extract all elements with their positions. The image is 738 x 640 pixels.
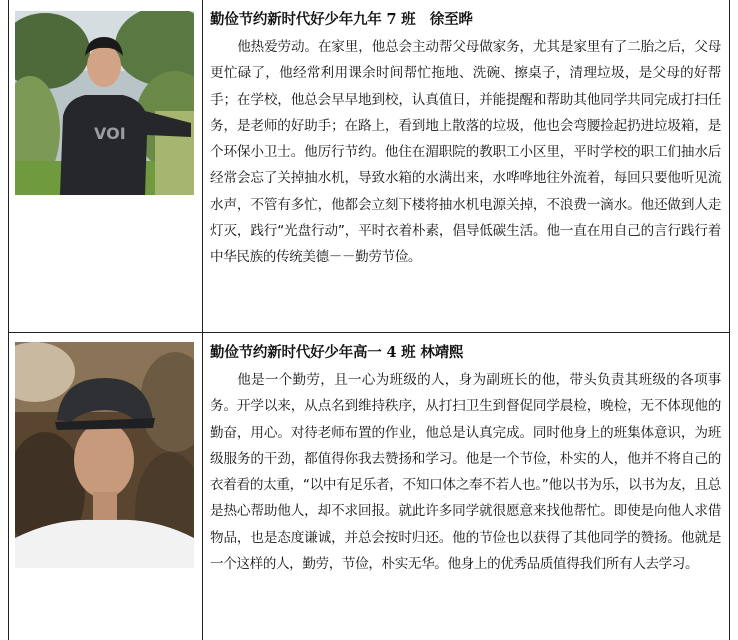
student-description: 他热爱劳动。在家里，他总会主动帮父母做家务，尤其是家里有了二胎之后，父母更忙碌了，他经常利用课余时间帮忙拖地、洗碗、擦桌子，清理垃圾，是父母的好帮手；在学校，他总会早早地到校，认真值日，并能提醒和帮助其他同学共同完成打扫任务，是老师的好助手；在路上，看到地上散落的垃圾，他也会弯腰捡起扔进垃圾箱，是个环保小卫士。他厉行节约。他住在湄职院的教职工小区里，平时学校的职工们抽水后经常会忘了关掉抽水机，导致水箱的水满出来，水哗哗地往外流着，每回只要他听见流水声，不管有多忙，他都会立刻下楼将抽水机电源关掉，不浪费一滴水。他还做到人走灯灭，践行“光盘行动”，平时衣着朴素，倡导低碳生活。他一直在用自己的言行践行着中华民族的传统美德－－勤劳节俭。 — [210, 39, 721, 266]
student-row — [9, 0, 729, 333]
student-title: 勤俭节约新时代好少年九年 7 班 徐至晔 — [210, 11, 473, 28]
student-title: 勤俭节约新时代好少年高一 4 班 林靖熙 — [210, 344, 464, 361]
student-photo — [15, 342, 194, 568]
award-table — [8, 0, 730, 640]
student-description: 他是一个勤劳，且一心为班级的人，身为副班长的他，带头负责其班级的各项事务。开学以来，从点名到维持秩序，从打扫卫生到督促同学晨检，晚检，无不体现他的勤奋，用心。对待老师布置的作业，他总是认真完成。同时他身上的班集体意识，为班级服务的干劲，都值得你我去赞扬和学习。他是一个节俭，朴实的人，他并不将自己的衣着看的太重，“以中有足乐者，不知口体之奉不若人也。”他以书为乐，以书为友，且总是热心帮助他人，却不求回报。就此许多同学就很愿意来找他帮忙。即使是向他人求借物品，也是态度谦诚，并总会按时归还。他的节俭也以获得了其他同学的赞扬。他就是一个这样的人，勤劳，节俭，朴实无华。他身上的优秀品质值得我们所有人去学习。 — [210, 372, 721, 573]
student-row — [9, 333, 729, 640]
student-text — [210, 343, 721, 577]
shirt-logo-text: VOI — [94, 124, 126, 143]
column-divider — [202, 333, 203, 640]
student-text — [210, 10, 721, 271]
student-photo — [15, 11, 194, 195]
column-divider — [202, 0, 203, 332]
